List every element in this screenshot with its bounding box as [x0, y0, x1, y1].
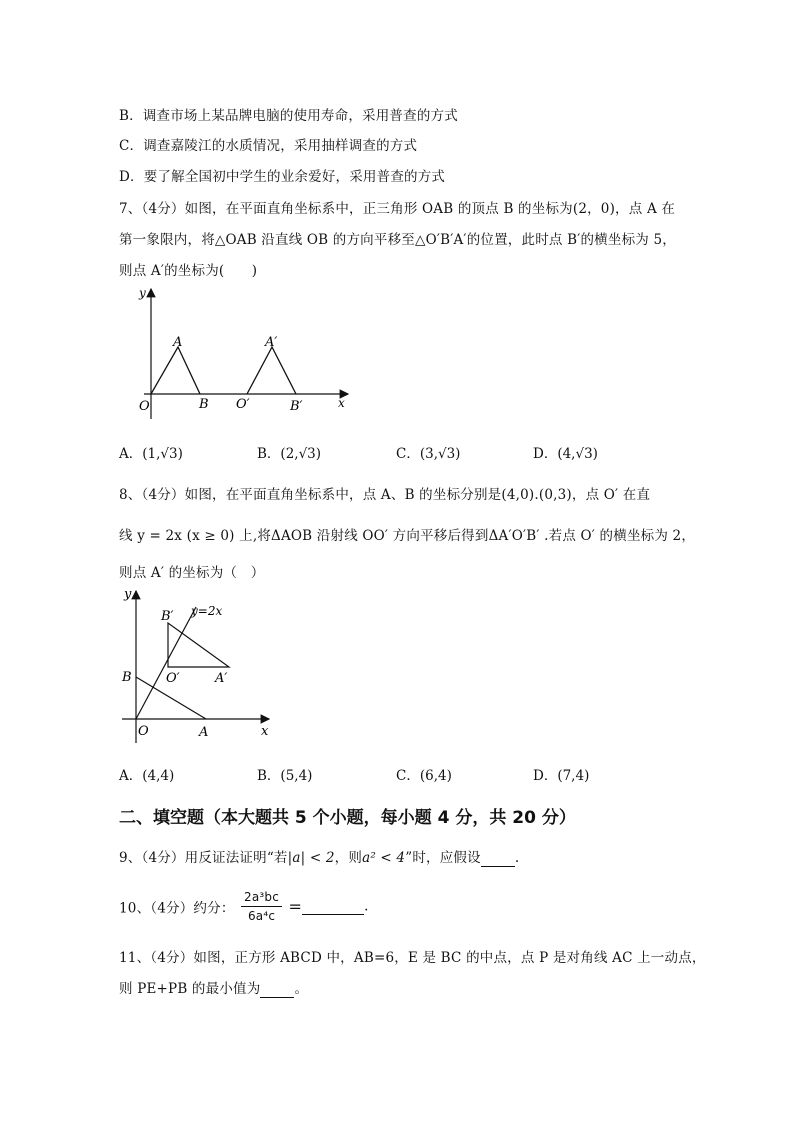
q8-option-c: C．(6,4) — [396, 768, 452, 784]
q7-label-a2: A′ — [265, 335, 278, 350]
q8-triangle-a2o2b2 — [168, 623, 229, 667]
q7-label-x: x — [338, 396, 345, 410]
section-fill-blank-title: 二、填空题（本大题共 5 个小题，每小题 4 分，共 20 分） — [119, 808, 576, 828]
q7-label-a: A — [173, 335, 183, 350]
q8-text-line2: 线 y = 2x (x ≥ 0) 上,将ΔAOB 沿射线 OO′ 方向平移后得到ΔA′O′B′ .若点 O′ 的横坐标为 2， — [119, 528, 696, 544]
q8-label-o: O — [138, 724, 149, 739]
q8-option-b: B．(5,4) — [257, 768, 313, 784]
q9-answer-blank[interactable] — [481, 850, 515, 867]
q8-label-b: B — [122, 670, 132, 685]
q10-text: 10、（4分）约分： $\frac{\text{2a³bc}}{\text{6a⁴c}}$ = . — [119, 890, 369, 923]
q6-option-c: C．调查嘉陵江的水质情况，采用抽样调查的方式 — [119, 138, 418, 154]
q6-option-b: B．调查市场上某品牌电脑的使用寿命，采用普查的方式 — [119, 108, 458, 124]
q8-text-line3: 则点 A′ 的坐标为（ ） — [119, 565, 265, 581]
q7-text-line1: 7、（4分）如图，在平面直角坐标系中，正三角形 OAB 的顶点 B 的坐标为(2，0)，点 A 在 — [119, 201, 676, 217]
q8-label-line: y=2x — [191, 604, 223, 618]
q8-option-a: A．(4,4) — [119, 768, 175, 784]
q8-label-x: x — [261, 724, 269, 739]
q8-label-a: A — [199, 725, 209, 740]
q7-label-o: O — [139, 399, 150, 414]
q10-answer-blank[interactable] — [302, 898, 364, 915]
q10-fraction: $\frac{\text{2a³bc}}{\text{6a⁴c}}$ — [241, 890, 282, 923]
q11-text-line2: 则 PE+PB 的最小值为 。 — [119, 981, 309, 997]
q7-triangle-oab — [151, 347, 200, 394]
q7-option-b: B．(2,√3) — [257, 446, 322, 462]
q8-text-line1: 8、（4分）如图，在平面直角坐标系中，点 A、B 的坐标分别是(4,0).(0,3)，点 O′ 在直 — [119, 487, 651, 503]
q8-label-y: y — [124, 587, 132, 602]
q8-option-d: D．(7,4) — [533, 768, 590, 784]
q7-figure — [130, 283, 360, 423]
q7-option-d: D．(4,√3) — [533, 446, 598, 462]
q9-text: 9、（4分）用反证法证明“若|a| < 2，则a² < 4”时，应假设 . — [119, 850, 520, 866]
q7-label-b2: B′ — [290, 399, 303, 414]
q7-label-b: B — [199, 397, 209, 412]
q7-label-o2: O′ — [236, 397, 250, 412]
q8-label-a2: A′ — [215, 671, 228, 686]
q11-text-line1: 11、（4分）如图，正方形 ABCD 中，AB=6，E 是 BC 的中点，点 P 是对角线 AC 上一动点， — [119, 950, 706, 966]
q7-triangle-o2a2b2 — [247, 347, 296, 394]
q7-label-y: y — [139, 286, 146, 300]
q7-text-line2: 第一象限内，将△OAB 沿直线 OB 的方向平移至△O′B′A′的位置，此时点 B′的横坐标为 5， — [119, 232, 676, 248]
q7-text-line3: 则点 A′的坐标为( ) — [119, 263, 258, 279]
q8-label-o2: O′ — [166, 671, 180, 686]
q11-answer-blank[interactable] — [260, 981, 294, 998]
q8-label-b2: B′ — [161, 609, 174, 624]
q7-option-c: C．(3,√3) — [396, 446, 461, 462]
q6-option-d: D．要了解全国初中学生的业余爱好，采用普查的方式 — [119, 169, 446, 185]
q8-figure — [116, 585, 276, 745]
q7-option-a: A．(1,√3) — [119, 446, 183, 462]
